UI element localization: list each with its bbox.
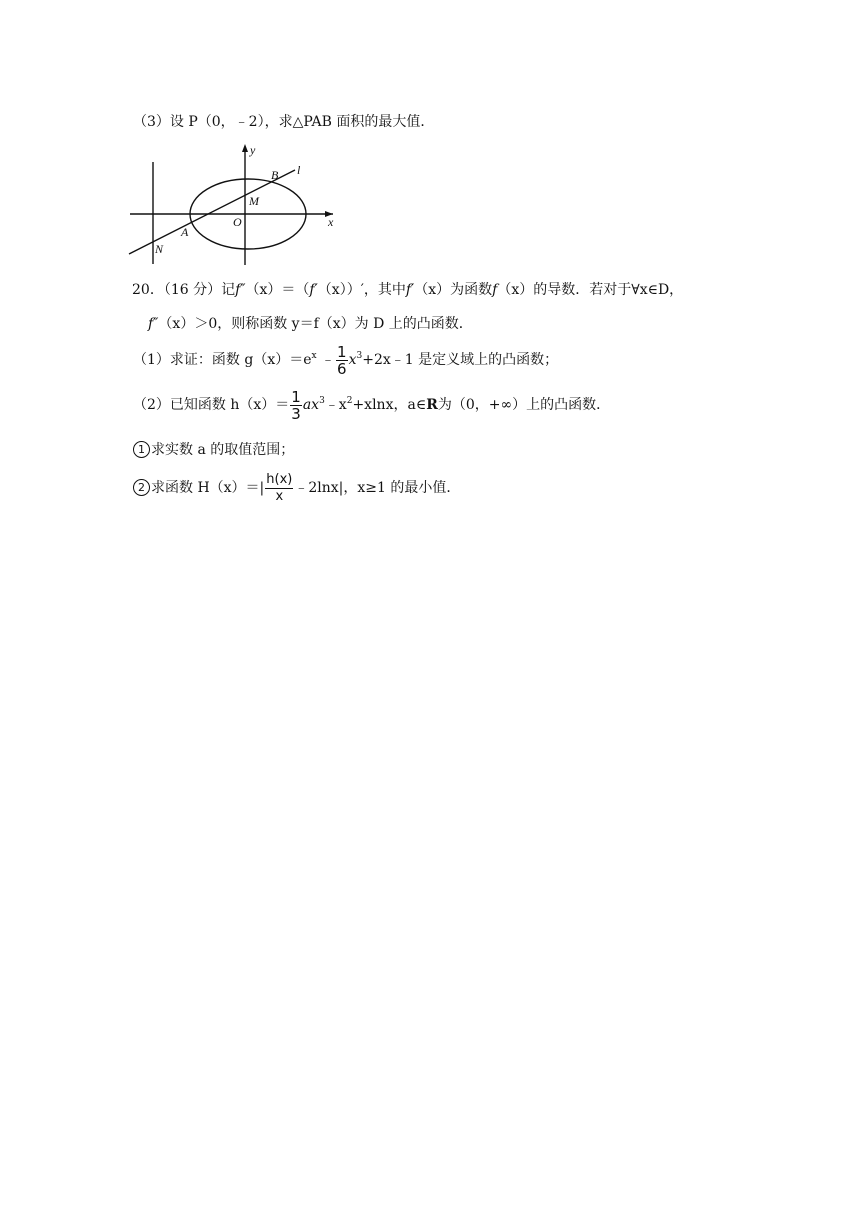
circled-number-2: 2 [133, 479, 150, 496]
p1-fraction [336, 344, 348, 377]
q20-sub1 [133, 441, 294, 459]
q20-text-1: （x）＝（ [245, 282, 310, 298]
p2-fraction [290, 389, 302, 422]
q20-sub2 [133, 470, 460, 506]
circled-number-1: 1 [133, 441, 150, 458]
p1-suffix: +2x﹣1 是定义域上的凸函数； [362, 352, 559, 368]
p1-x: x [348, 352, 357, 368]
p1-exponent: x [311, 351, 317, 361]
p2-frac-num: 1 [291, 387, 301, 406]
label-m: M [249, 194, 259, 208]
p2-reals: R [426, 397, 438, 413]
cond-f-second: f″ [148, 316, 159, 332]
p2-tail: +xlnx， [352, 397, 408, 413]
q19-part3 [133, 113, 434, 131]
sub2-frac-den: x [275, 488, 284, 504]
p2-pow2: 2 [346, 396, 353, 406]
q20-text-2: （x））′，其中 [317, 282, 406, 298]
f-function: f [492, 282, 498, 298]
p1-power: 3 [356, 351, 363, 361]
p2-mid: ﹣x [324, 397, 347, 413]
f-second-derivative: f″ [235, 282, 246, 298]
y-axis-arrow [242, 144, 248, 152]
sub2-fraction [265, 472, 293, 505]
p1-frac-den: 6 [337, 359, 347, 378]
p2-prefix: （2）已知函数 h（x）＝ [133, 397, 290, 413]
p1-prefix: （1）求证：函数 g（x）＝e [133, 352, 312, 368]
p2-pow1: 3 [319, 396, 325, 406]
label-y: y [250, 143, 256, 157]
q19-part3-text: （3）设 P（0，﹣2），求△PAB 面积的最大值． [133, 114, 435, 130]
label-o: O [233, 215, 242, 229]
sub2-suffix: ﹣2lnx|，x≥1 的最小值． [294, 480, 461, 496]
q20-text-4: （x）的导数．若对于∀x∈D， [497, 282, 684, 298]
p1-frac-num: 1 [337, 342, 347, 361]
sub2-frac-num: h(x) [266, 471, 293, 487]
label-n: N [155, 242, 164, 256]
label-b: B [271, 168, 279, 182]
q20-part2 [133, 387, 610, 423]
f-first-derivative-2: f′ [405, 282, 415, 298]
sub1-text: 求实数 a 的取值范围； [151, 442, 295, 458]
q20-number: 20． [132, 282, 164, 298]
sub2-prefix: 求函数 H（x）＝| [151, 480, 265, 496]
f-first-derivative: f′ [309, 282, 318, 298]
q20-score: （16 分） [163, 282, 222, 298]
p2-suffix: 为（0，+∞）上的凸函数． [437, 397, 611, 413]
ellipse-figure [127, 142, 347, 267]
label-x: x [328, 215, 334, 229]
p2-frac-den: 3 [291, 404, 301, 423]
q20-intro-prefix: 记 [221, 282, 236, 298]
p2-ax: ax [302, 397, 320, 413]
q20-intro-line1 [132, 281, 683, 299]
q20-part1 [133, 342, 558, 378]
q20-intro-line2 [148, 315, 473, 333]
cond-text: （x）＞0，则称函数 y＝f（x）为 D 上的凸函数． [158, 316, 473, 332]
label-l: l [297, 163, 301, 177]
q20-text-3: （x）为函数 [414, 282, 493, 298]
label-a: A [181, 225, 189, 239]
p1-minus: ﹣ [316, 352, 336, 368]
p2-set-pre: a∈ [407, 397, 427, 413]
